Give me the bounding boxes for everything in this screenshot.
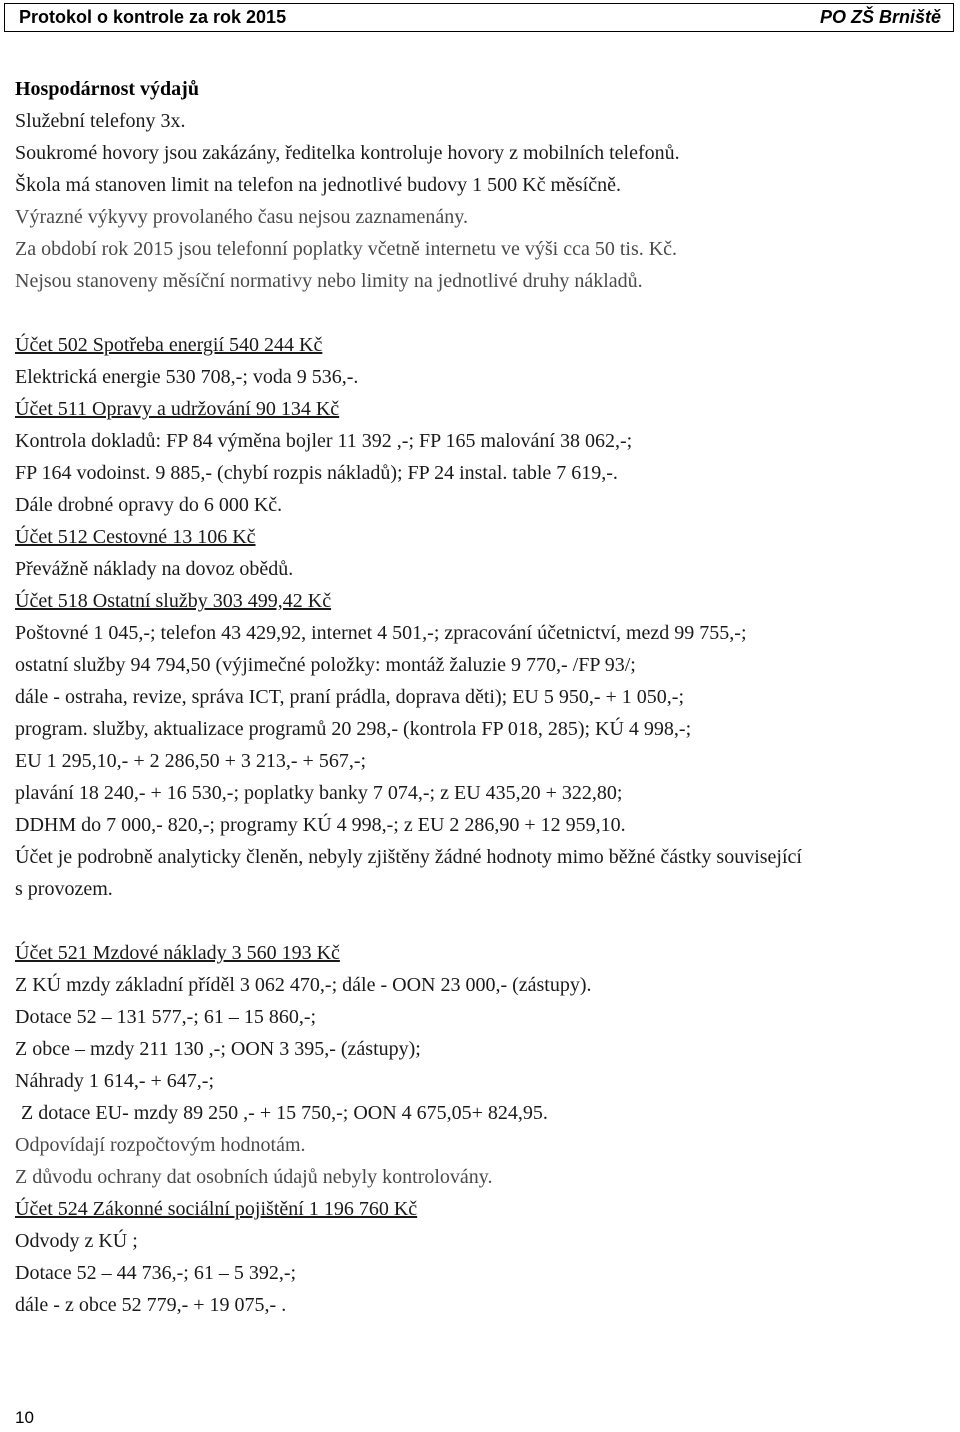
account-heading: Účet 511 Opravy a udržování 90 134 Kč bbox=[15, 398, 340, 420]
text-line: Škola má stanoven limit na telefon na jednotlivé budovy 1 500 Kč měsíčně. bbox=[15, 174, 621, 196]
text-line: Z obce – mzdy 211 130 ,-; OON 3 395,- (zástupy); bbox=[15, 1038, 421, 1060]
text-line: s provozem. bbox=[15, 878, 113, 900]
account-heading: Účet 512 Cestovné 13 106 Kč bbox=[15, 526, 256, 548]
text-line: Kontrola dokladů: FP 84 výměna bojler 11 392 ,-; FP 165 malování 38 062,-; bbox=[15, 430, 633, 452]
account-heading: Účet 502 Spotřeba energií 540 244 Kč bbox=[15, 334, 323, 356]
blank-line bbox=[15, 297, 955, 329]
text-line: Z důvodu ochrany dat osobních údajů nebyly kontrolovány. bbox=[15, 1166, 493, 1188]
section-heading: Hospodárnost výdajů bbox=[15, 78, 199, 100]
text-line: dále - z obce 52 779,- + 19 075,- . bbox=[15, 1294, 287, 1316]
text-line: Dotace 52 – 44 736,-; 61 – 5 392,-; bbox=[15, 1262, 297, 1284]
text-line: Účet je podrobně analyticky členěn, nebyly zjištěny žádné hodnoty mimo běžné částky související bbox=[15, 846, 802, 868]
text-line: Dále drobné opravy do 6 000 Kč. bbox=[15, 494, 283, 516]
account-heading: Účet 521 Mzdové náklady 3 560 193 Kč bbox=[15, 942, 340, 964]
text-line: plavání 18 240,- + 16 530,-; poplatky banky 7 074,-; z EU 435,20 + 322,80; bbox=[15, 782, 623, 804]
text-line: Nejsou stanoveny měsíční normativy nebo limity na jednotlivé druhy nákladů. bbox=[15, 270, 643, 292]
text-line: Z KÚ mzdy základní příděl 3 062 470,-; dále - OON 23 000,- (zástupy). bbox=[15, 974, 592, 996]
document-body bbox=[15, 73, 955, 1321]
text-line: Náhrady 1 614,- + 647,-; bbox=[15, 1070, 215, 1092]
account-heading: Účet 524 Zákonné sociální pojištění 1 196 760 Kč bbox=[15, 1198, 418, 1220]
page-header bbox=[4, 3, 954, 32]
document-title: Protokol o kontrole za rok 2015 bbox=[19, 7, 287, 27]
text-line: Z dotace EU- mzdy 89 250 ,- + 15 750,-; OON 4 675,05+ 824,95. bbox=[21, 1102, 548, 1124]
page-number: 10 bbox=[15, 1408, 34, 1427]
text-line: Dotace 52 – 131 577,-; 61 – 15 860,-; bbox=[15, 1006, 317, 1028]
text-line: Soukromé hovory jsou zakázány, ředitelka kontroluje hovory z mobilních telefonů. bbox=[15, 142, 680, 164]
text-line: Poštovné 1 045,-; telefon 43 429,92, internet 4 501,-; zpracování účetnictví, mezd 99 755,-; bbox=[15, 622, 747, 644]
text-line: Odvody z KÚ ; bbox=[15, 1230, 138, 1252]
text-line: Služební telefony 3x. bbox=[15, 110, 186, 132]
text-line: dále - ostraha, revize, správa ICT, praní prádla, doprava děti); EU 5 950,- + 1 050,-; bbox=[15, 686, 685, 708]
text-line: FP 164 vodoinst. 9 885,- (chybí rozpis nákladů); FP 24 instal. table 7 619,-. bbox=[15, 462, 618, 484]
text-line: Výrazné výkyvy provolaného času nejsou zaznamenány. bbox=[15, 206, 468, 228]
text-line: ostatní služby 94 794,50 (výjimečné položky: montáž žaluzie 9 770,- /FP 93/; bbox=[15, 654, 636, 676]
text-line: Převážně náklady na dovoz obědů. bbox=[15, 558, 294, 580]
account-heading: Účet 518 Ostatní služby 303 499,42 Kč bbox=[15, 590, 332, 612]
text-line: program. služby, aktualizace programů 20 298,- (kontrola FP 018, 285); KÚ 4 998,-; bbox=[15, 718, 692, 740]
text-line: DDHM do 7 000,- 820,-; programy KÚ 4 998,-; z EU 2 286,90 + 12 959,10. bbox=[15, 814, 626, 836]
text-line: EU 1 295,10,- + 2 286,50 + 3 213,- + 567,-; bbox=[15, 750, 367, 772]
blank-line bbox=[15, 905, 955, 937]
text-line: Elektrická energie 530 708,-; voda 9 536,-. bbox=[15, 366, 359, 388]
school-name: PO ZŠ Brniště bbox=[819, 7, 941, 27]
text-line: Za období rok 2015 jsou telefonní poplatky včetně internetu ve výši cca 50 tis. Kč. bbox=[15, 238, 678, 260]
text-line: Odpovídají rozpočtovým hodnotám. bbox=[15, 1134, 306, 1156]
